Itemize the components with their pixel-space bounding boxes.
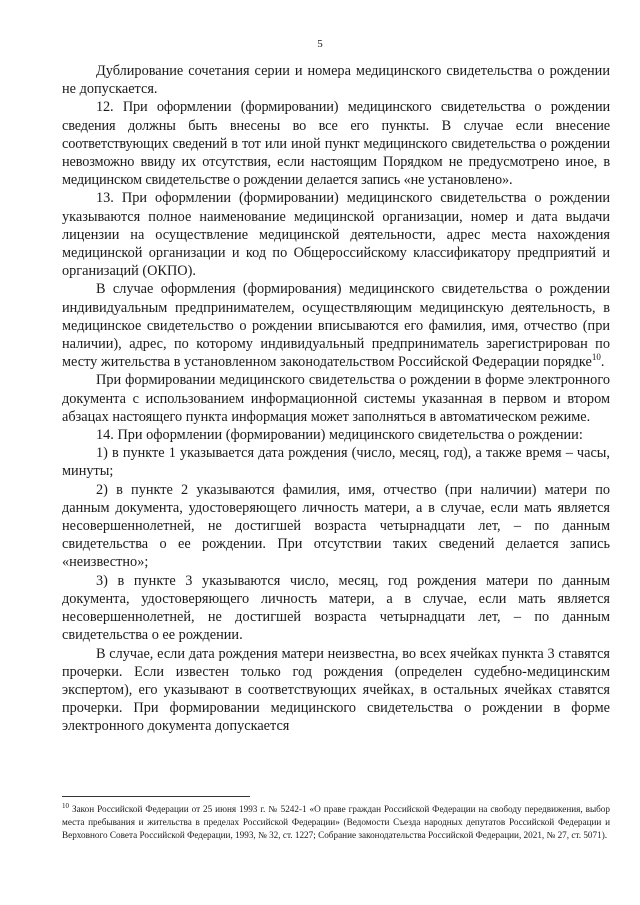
footnote-mark: 10 [62, 801, 69, 810]
paragraph-subitem-2: 2) в пункте 2 указываются фамилия, имя, отчество (при наличии) матери по данным документа, удостоверяющего личность матери, а в случае, если мать является несовершеннолетней, не достигшей возраста четырнадцати лет, – по данным свидетельства о ее рождении. При отсутствии таких сведений делается запись «неизвестно»; [62, 481, 610, 571]
paragraph-duplication-rule: Дублирование сочетания серии и номера медицинского свидетельства о рождении не допускается. [62, 63, 610, 98]
paragraph-subitem-1: 1) в пункте 1 указывается дата рождения (число, месяц, год), а также время – часы, минуты; [62, 445, 610, 480]
footnote-text: Закон Российской Федерации от 25 июня 1993 г. № 5242-1 «О праве граждан Российской Федерации на свободу передвижения, выбор места пребывания и жительства в пределах Российской Федерации» (Ведомости Съезда народных депутатов Российской Федерации и Верховного Совета Российской Федерации, 1993, № 32, ст. 1227; Собрание законодательства Российской Федерации, 2021, № 27, ст. 5071). [62, 804, 610, 840]
paragraph-item-14: 14. При оформлении (формировании) медицинского свидетельства о рождении: [96, 427, 583, 444]
paragraph-item-13: 13. При оформлении (формировании) медицинского свидетельства о рождении указываются полное наименование медицинской организации, номер и дата выдачи лицензии на осуществление медицинской деятельности, адрес места нахождения медицинской организации и код по Общероссийскому классификатору предприятий и организаций (ОКПО). [62, 190, 610, 280]
paragraph-subitem-3: 3) в пункте 3 указываются число, месяц, год рождения матери по данным документа, удостоверяющего личность матери, а в случае, если мать является несовершеннолетней, не достигшей возраста четырнадцати лет, – по данным свидетельства о ее рождении. [62, 572, 610, 644]
paragraph-unknown-birth-date: В случае, если дата рождения матери неизвестна, во всех ячейках пункта 3 ставятся прочерки. Если известен только год рождения (определен судебно-медицинским экспертом), его указывают в соответствующих ячейках, в остальных ячейках ставятся прочерки. При формировании медицинского свидетельства о рождении в форме электронного документа допускается [62, 645, 610, 735]
paragraph-item-12: 12. При оформлении (формировании) медицинского свидетельства о рождении сведения должны быть внесены во все его пункты. В случае если внесение соответствующих сведений в тот или иной пункт медицинского свидетельства о рождении невозможно ввиду их отсутствия, если настоящим Порядком не предусмотрено иное, в медицинском свидетельстве о рождении делается запись «не установлено». [62, 99, 610, 189]
paragraph-end-period: . [600, 354, 605, 371]
body-text [62, 62, 610, 736]
footnotes [62, 803, 610, 842]
footnote-10 [62, 803, 610, 842]
paragraph-individual-entrepreneur [62, 280, 610, 371]
paragraph-electronic-form: При формировании медицинского свидетельства о рождении в форме электронного документа с использованием информационной системы указанная в первом и втором абзацах настоящего пункта информация может заполняться в автоматическом режиме. [62, 372, 610, 425]
paragraph-individual-entrepreneur-text: В случае оформления (формирования) медицинского свидетельства о рождении индивидуальным предпринимателем, осуществляющим медицинскую деятельность, в медицинское свидетельство о рождении вписываются его фамилия, имя, отчество (при наличии), адрес, по которому индивидуальный предприниматель зарегистрирован по месту жительства в установленном законодательством Российской Федерации порядке [62, 281, 610, 371]
footnote-divider [62, 796, 250, 797]
footnote-reference: 10 [591, 352, 601, 363]
page-number: 5 [317, 38, 323, 50]
